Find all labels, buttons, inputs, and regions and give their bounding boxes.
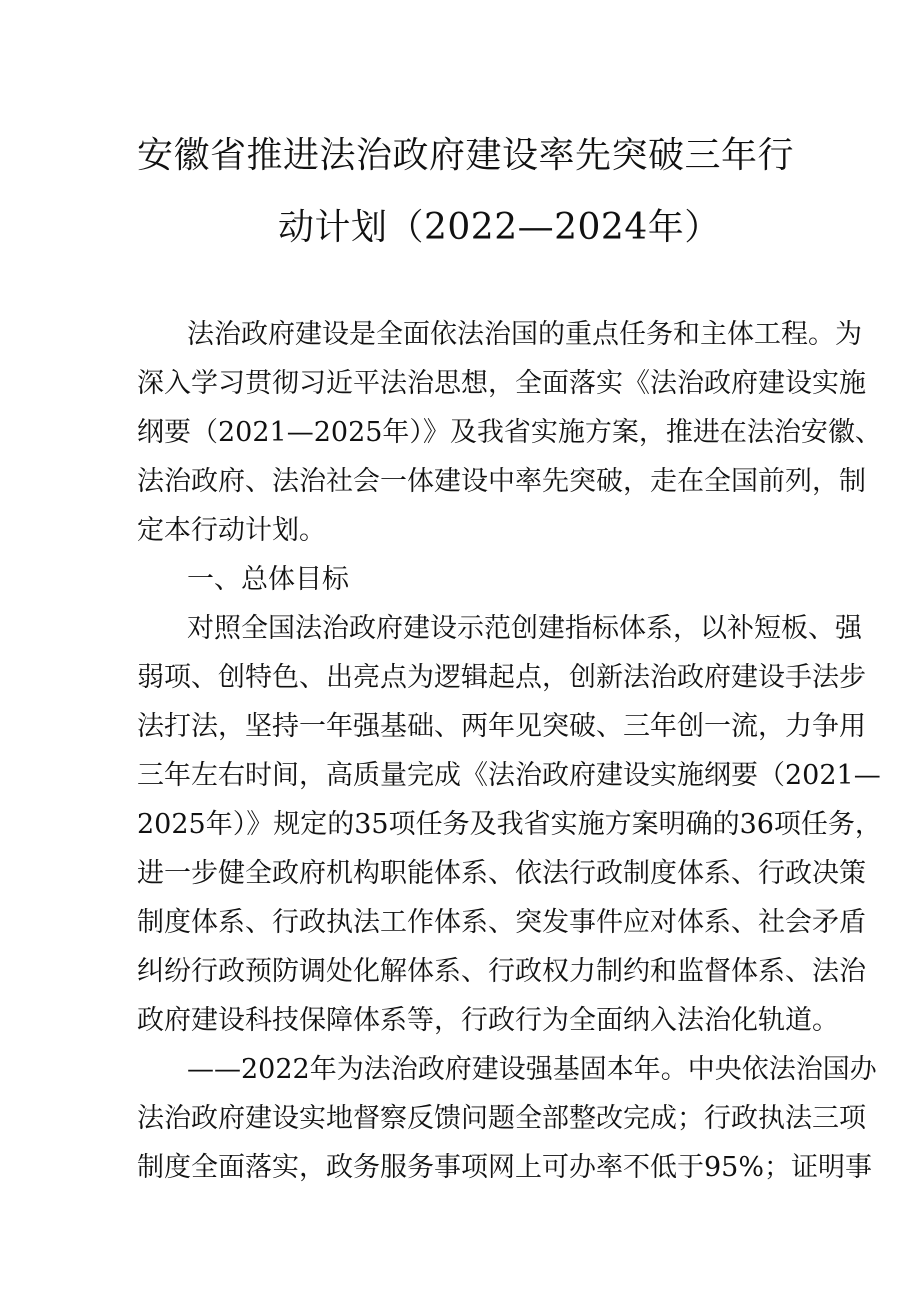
- paragraph-goals-line-8: 纠纷行政预防调处化解体系、行政权力制约和监督体系、法治: [137, 956, 866, 987]
- paragraph-intro-line-1: 法治政府建设是全面依法治国的重点任务和主体工程。为: [187, 319, 862, 350]
- document-title-line-1: 安徽省推进法治政府建设率先突破三年行: [137, 135, 795, 176]
- paragraph-goals-line-7: 制度体系、行政执法工作体系、突发事件应对体系、社会矛盾: [137, 907, 866, 938]
- paragraph-intro-line-3: 纲要（2021—2025年）》及我省实施方案，推进在法治安徽、: [137, 417, 882, 448]
- paragraph-goals-line-3: 法打法，坚持一年强基础、两年见突破、三年创一流，力争用: [137, 711, 866, 742]
- paragraph-goals-line-4: 三年左右时间，高质量完成《法治政府建设实施纲要（2021—: [137, 760, 881, 791]
- paragraph-goals-line-2: 弱项、创特色、出亮点为逻辑起点，创新法治政府建设手法步: [137, 662, 866, 693]
- paragraph-2022-line-1: ——2022年为法治政府建设强基固本年。中央依法治国办: [187, 1054, 877, 1085]
- paragraph-intro-line-4: 法治政府、法治社会一体建设中率先突破，走在全国前列，制: [137, 466, 866, 497]
- section-heading-overall-goals: 一、总体目标: [187, 564, 349, 595]
- document-title-line-2: 动计划（2022—2024年）: [278, 207, 721, 248]
- paragraph-goals-line-6: 进一步健全政府机构职能体系、依法行政制度体系、行政决策: [137, 858, 866, 889]
- paragraph-intro-line-5: 定本行动计划。: [137, 515, 326, 546]
- paragraph-goals-line-5: 2025年）》规定的35项任务及我省实施方案明确的36项任务，: [137, 809, 882, 840]
- paragraph-2022-line-3: 制度全面落实，政务服务事项网上可办率不低于95%；证明事: [137, 1152, 873, 1183]
- paragraph-goals-line-1: 对照全国法治政府建设示范创建指标体系，以补短板、强: [187, 613, 862, 644]
- paragraph-2022-line-2: 法治政府建设实地督察反馈问题全部整改完成；行政执法三项: [137, 1103, 866, 1134]
- paragraph-intro-line-2: 深入学习贯彻习近平法治思想，全面落实《法治政府建设实施: [137, 368, 866, 399]
- paragraph-goals-line-9: 政府建设科技保障体系等，行政行为全面纳入法治化轨道。: [137, 1005, 839, 1036]
